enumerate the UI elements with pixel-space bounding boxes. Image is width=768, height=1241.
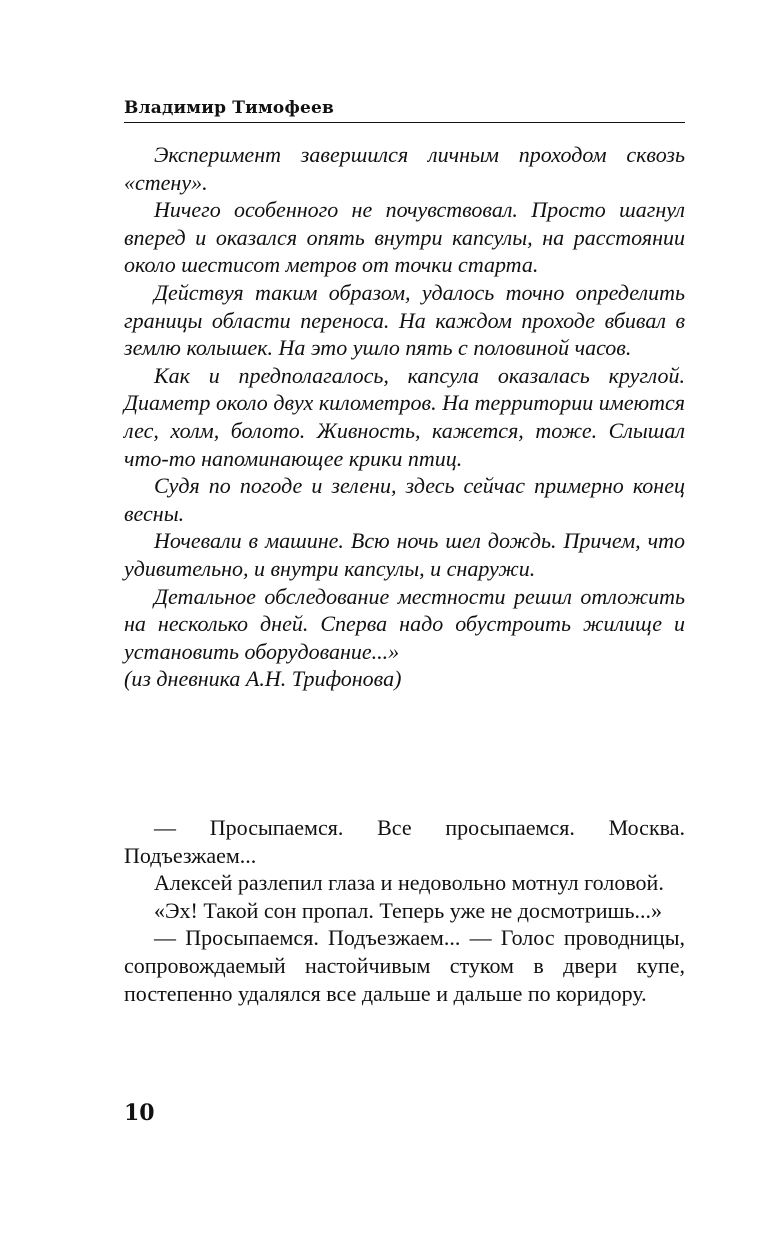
story-paragraph: — Просыпаемся. Подъезжаем... — Голос проводницы, сопровождаемый настойчивым стуком в двери купе, постепенно удалялся все дальше и дальше по коридору. [124, 925, 685, 1006]
diary-paragraph: Ночевали в машине. Всю ночь шел дождь. Причем, что удивительно, и внутри капсулы, и снаружи. [124, 528, 685, 581]
diary-paragraph: Ничего особенного не почувствовал. Просто шагнул вперед и оказался опять внутри капсулы, на расстоянии около шестисот метров от точки старта. [124, 197, 685, 278]
story-paragraph: — Просыпаемся. Все просыпаемся. Москва. Подъезжаем... [124, 815, 685, 868]
diary-paragraph: Действуя таким образом, удалось точно определить границы области переноса. На каждом проходе вбивал в землю колышек. На это ушло пять с половиной часов. [124, 279, 685, 361]
story-text [124, 814, 685, 1007]
story-paragraph: «Эх! Такой сон пропал. Теперь уже не досмотришь...» [154, 897, 662, 923]
diary-paragraph: Детальное обследование местности решил отложить на несколько дней. Сперва надо обустроить жилище и установить оборудование...» [124, 583, 685, 664]
diary-paragraph: Судя по погоде и зелени, здесь сейчас примерно конец весны. [124, 473, 685, 526]
story-paragraph: Алексей разлепил глаза и недовольно мотнул головой. [154, 870, 664, 896]
diary-paragraph: Как и предполагалось, капсула оказалась круглой. Диаметр около двух километров. На территории имеются лес, холм, болото. Живность, кажется, тоже. Слышал что-то напоминающее крики птиц. [124, 362, 685, 471]
diary-paragraph: Эксперимент завершился личным проходом сквозь «стену». [124, 142, 685, 195]
diary-source: (из дневника А.Н. Трифонова) [124, 666, 402, 692]
running-header [124, 98, 685, 123]
page-number: 10 [124, 1100, 155, 1126]
diary-excerpt [124, 141, 685, 693]
author-name: Владимир Тимофеев [124, 98, 335, 118]
